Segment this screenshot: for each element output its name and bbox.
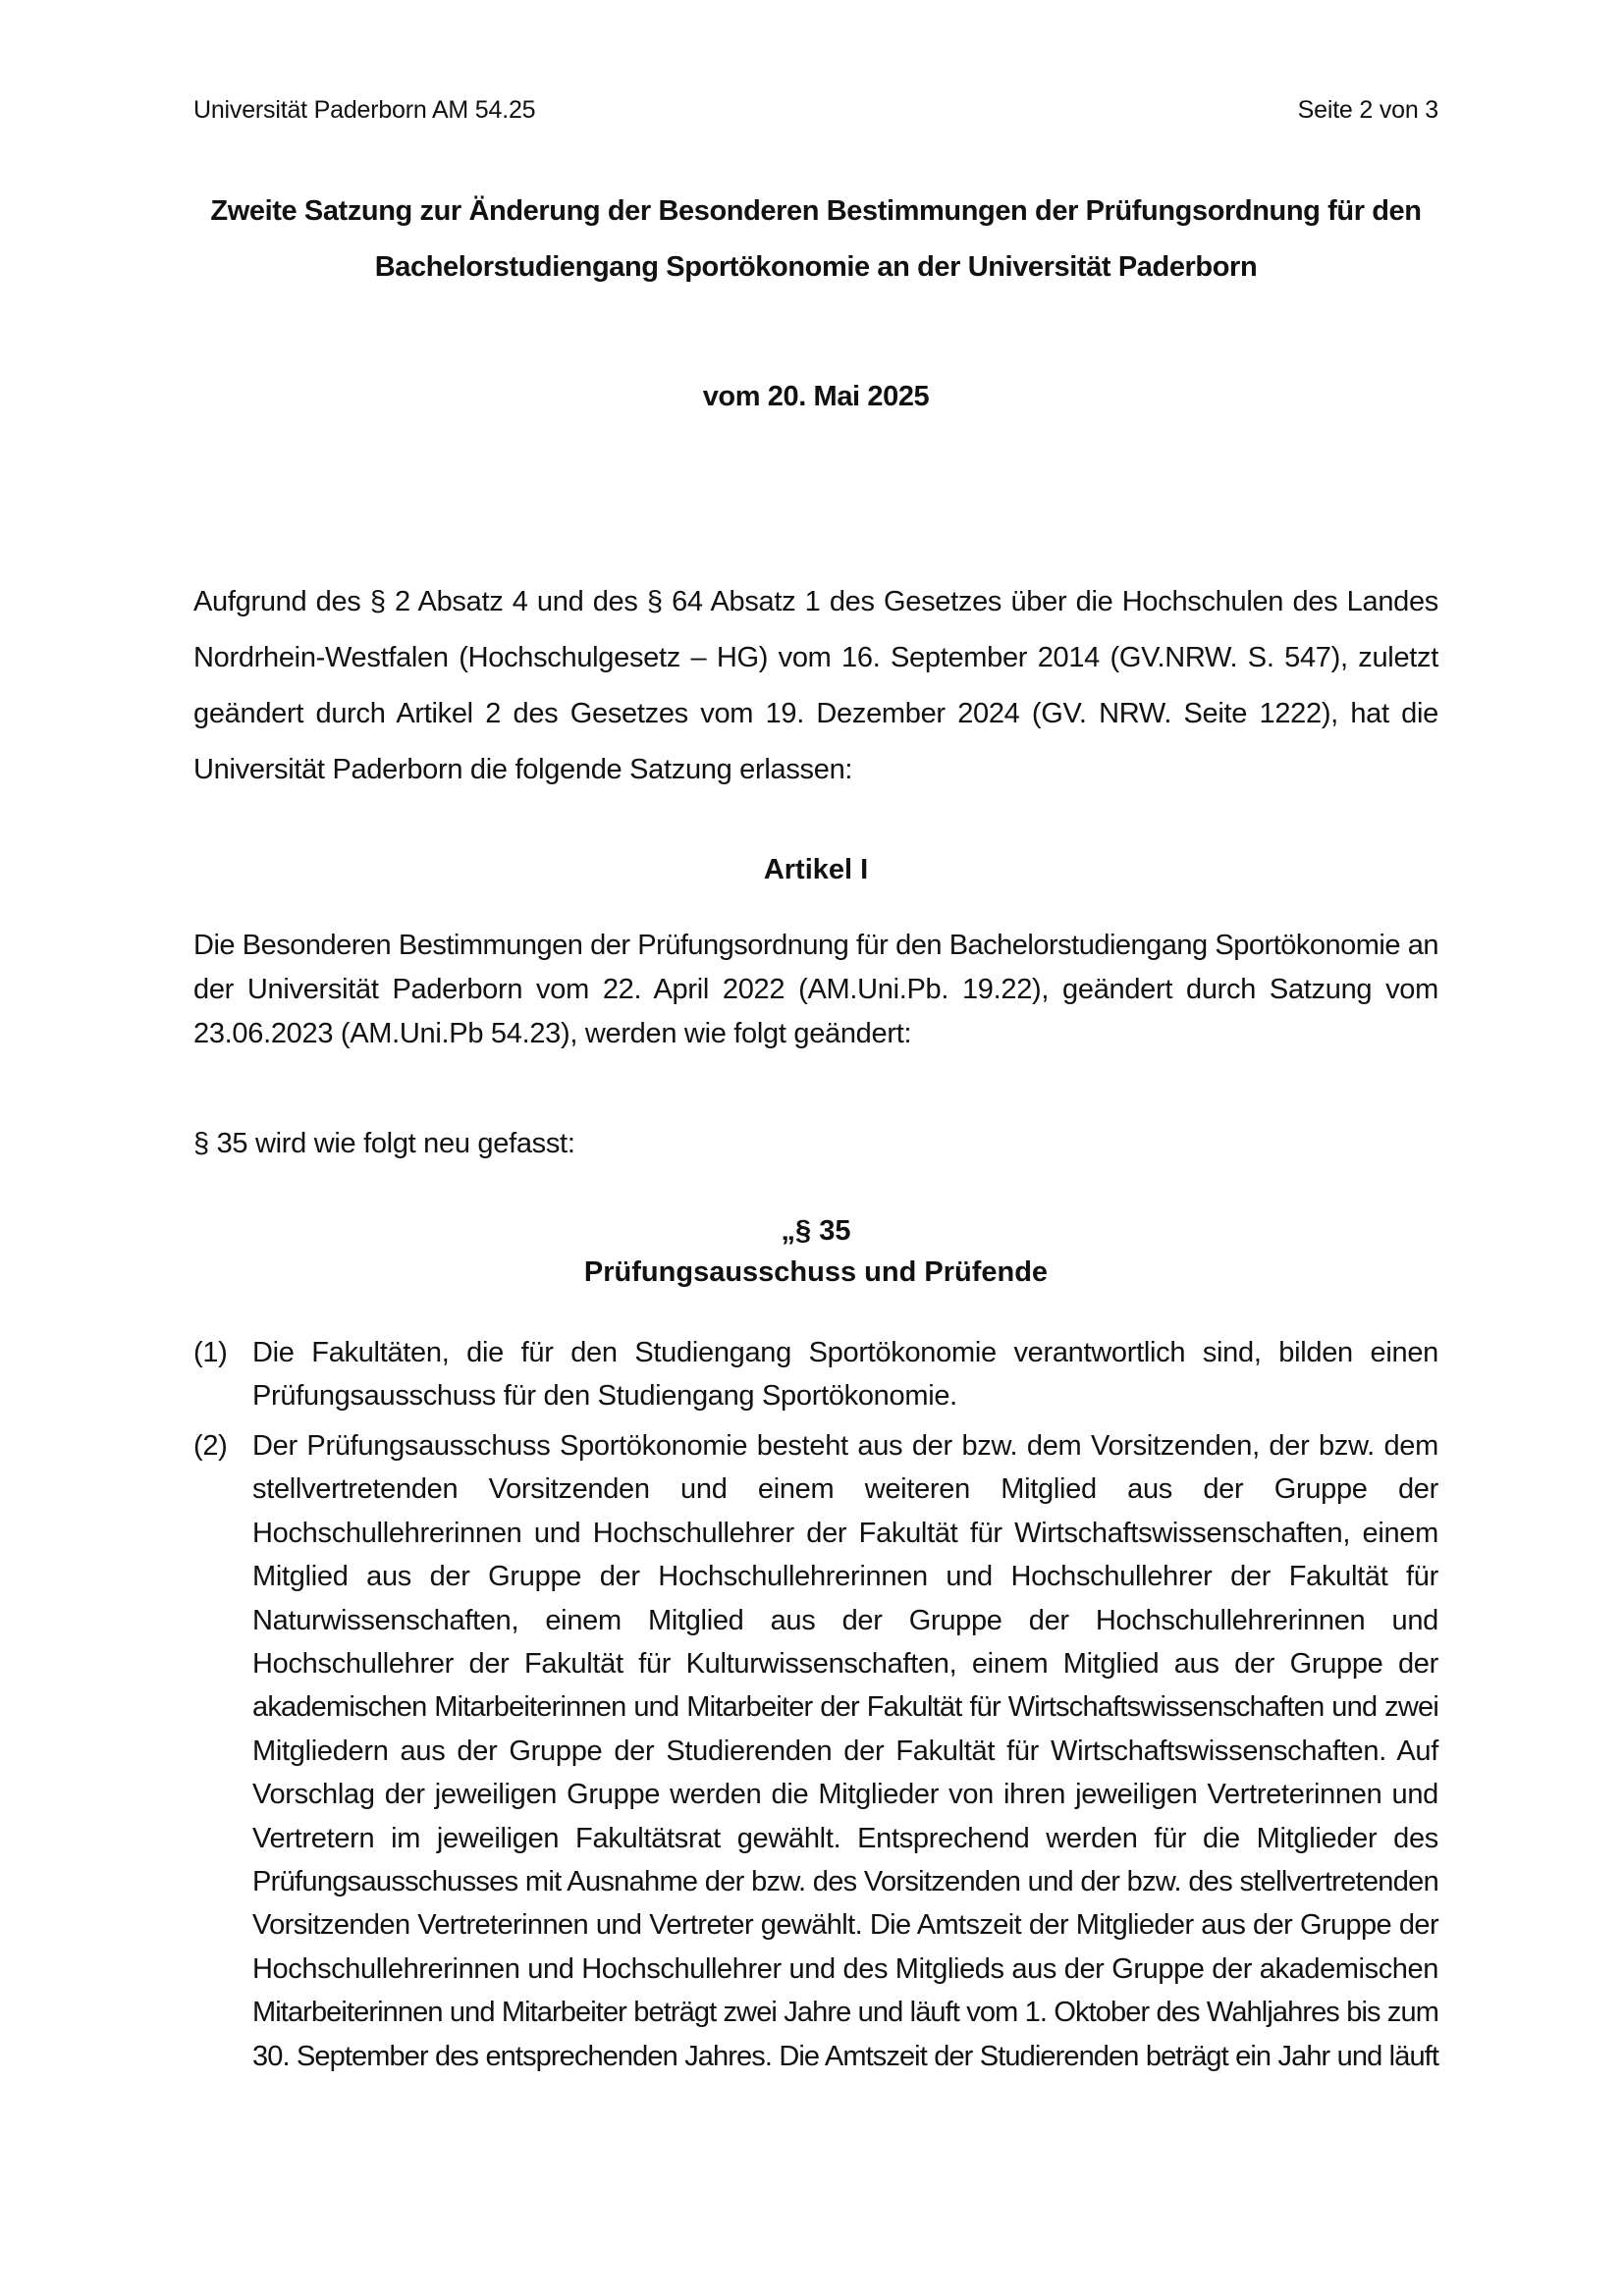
item-body — [252, 1424, 1438, 2078]
item-line: Die Fakultäten, die für den Studiengang Sportökonomie verantwortlich sind, bilden einen — [252, 1337, 1438, 1368]
section-number: „§ 35 — [781, 1215, 851, 1247]
preamble-line: Aufgrund des § 2 Absatz 4 und des § 64 Absatz 1 des Gesetzes über die Hochschulen des Landes — [193, 586, 1438, 617]
item-line: Hochschullehrerinnen und Hochschullehrer und des Mitglieds aus der Gruppe der akademischen — [252, 1952, 1438, 1985]
item-line: 30. September des entsprechenden Jahres. Die Amtszeit der Studierenden beträgt ein Jahr und läuft — [252, 2040, 1438, 2072]
header-left: Universität Paderborn AM 54.25 — [193, 96, 536, 124]
title-line-2: Bachelorstudiengang Sportökonomie an der Universität Paderborn — [374, 251, 1258, 283]
preamble-paragraph — [193, 574, 1438, 798]
preamble-line: geändert durch Artikel 2 des Gesetzes vom 19. Dezember 2024 (GV. NRW. Seite 1222), hat die — [193, 698, 1438, 729]
title-date: vom 20. Mai 2025 — [702, 381, 930, 412]
section-title: Prüfungsausschuss und Prüfende — [583, 1256, 1049, 1288]
item-line: stellvertretenden Vorsitzenden und einem weiteren Mitglied aus der Gruppe der — [252, 1473, 1438, 1506]
item-line: Hochschullehrerinnen und Hochschullehrer der Fakultät für Wirtschaftswissenschaften, einem — [252, 1517, 1438, 1549]
item-number: (1) — [193, 1337, 228, 1368]
item-line: Mitgliedern aus der Gruppe der Studierenden der Fakultät für Wirtschaftswissenschaften. Auf — [252, 1735, 1438, 1767]
item-body — [252, 1331, 1438, 1418]
item-line: Prüfungsausschusses mit Ausnahme der bzw. des Vorsitzenden und der bzw. des stellvertretenden — [252, 1866, 1438, 1898]
artikel-intro-line: der Universität Paderborn vom 22. April 2022 (AM.Uni.Pb. 19.22), geändert durch Satzung vom — [193, 974, 1438, 1005]
item-line: Prüfungsausschuss für den Studiengang Sportökonomie. — [252, 1380, 957, 1413]
preamble-line: Universität Paderborn die folgende Satzung erlassen: — [193, 754, 853, 785]
item-line: akademischen Mitarbeiterinnen und Mitarbeiter der Fakultät für Wirtschaftswissenschaften und zwei — [252, 1691, 1438, 1724]
item-line: Naturwissenschaften, einem Mitglied aus der Gruppe der Hochschullehrerinnen und — [252, 1604, 1438, 1636]
item-line: Mitglied aus der Gruppe der Hochschullehrerinnen und Hochschullehrer der Fakultät für — [252, 1561, 1438, 1593]
item-line: Vertretern im jeweiligen Fakultätsrat gewählt. Entsprechend werden für die Mitglieder des — [252, 1822, 1438, 1854]
item-line: Der Prüfungsausschuss Sportökonomie besteht aus der bzw. dem Vorsitzenden, der bzw. dem — [252, 1430, 1438, 1462]
preamble-line: Nordrhein-Westfalen (Hochschulgesetz – HG) vom 16. September 2014 (GV.NRW. S. 547), zuletzt — [193, 642, 1438, 673]
item-line: Vorsitzenden Vertreterinnen und Vertreter gewählt. Die Amtszeit der Mitglieder aus der Gruppe der — [252, 1909, 1438, 1942]
header-page-number: Seite 2 von 3 — [1297, 96, 1438, 124]
artikel-intro-line: Die Besonderen Bestimmungen der Prüfungsordnung für den Bachelorstudiengang Sportökonomie an — [193, 930, 1438, 961]
title-line-1: Zweite Satzung zur Änderung der Besonderen Bestimmungen der Prüfungsordnung für den — [210, 195, 1422, 227]
item-line: Vorschlag der jeweiligen Gruppe werden die Mitglieder von ihren jeweiligen Vertreterinnen und — [252, 1779, 1438, 1811]
item-number: (2) — [193, 1430, 228, 1462]
artikel-intro-paragraph — [193, 924, 1438, 1056]
artikel-intro-line: 23.06.2023 (AM.Uni.Pb 54.23), werden wie folgt geändert: — [193, 1018, 912, 1049]
item-line: Hochschullehrer der Fakultät für Kulturwissenschaften, einem Mitglied aus der Gruppe der — [252, 1648, 1438, 1681]
change-note: § 35 wird wie folgt neu gefasst: — [193, 1128, 575, 1159]
artikel-heading: Artikel I — [763, 854, 869, 885]
item-line: Mitarbeiterinnen und Mitarbeiter beträgt zwei Jahre und läuft vom 1. Oktober des Wahljahres bis zum — [252, 1997, 1438, 2029]
